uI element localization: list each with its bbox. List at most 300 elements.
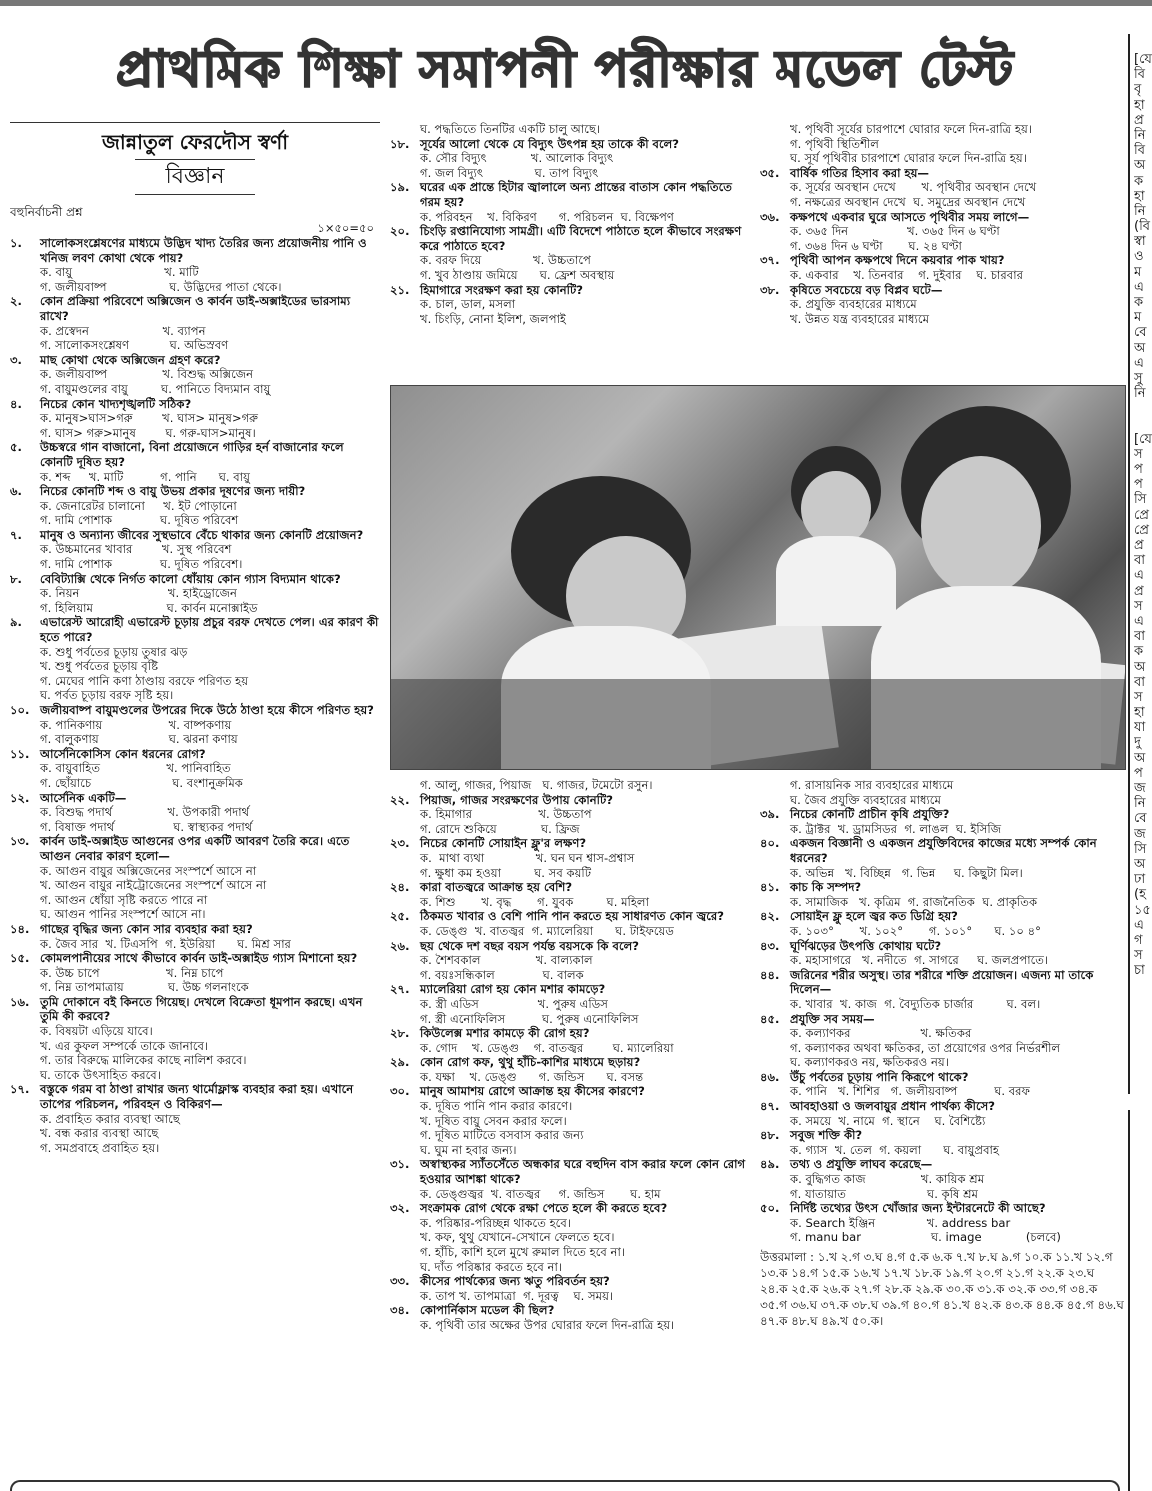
question-number: ১৮.: [390, 136, 410, 151]
question-text: মানুষ আমাশয় রোগে আক্রান্ত হয় কীসের কারণে?: [420, 1084, 645, 1099]
strip-fragment: বৃ: [1134, 82, 1142, 98]
question-number: ১৯.: [390, 180, 410, 195]
question: [10, 353, 380, 368]
question: [390, 982, 750, 997]
question-number: ৩৬.: [760, 209, 780, 224]
answer-option: ক. প্রবাহিত করার ব্যবস্থা আছে: [40, 1111, 180, 1126]
strip-fragment: বি: [1134, 143, 1145, 159]
answer-option: ক. জৈব সার খ. টিএসপি গ. ইউরিয়া ঘ. মিশ্র সার: [40, 936, 291, 951]
strip-fragment: হা: [1134, 188, 1145, 204]
question: [10, 615, 380, 644]
question-number: ৩৯.: [760, 807, 780, 822]
question-number: ২৬.: [390, 938, 410, 953]
answer-option: ক. নিয়ন খ. হাইড্রোজেন: [40, 586, 237, 601]
question: [390, 180, 750, 209]
answer-option: গ. ক্ষুধা কম হওয়া ঘ. সব কয়টি: [420, 865, 592, 880]
question-number: ৫.: [10, 440, 22, 455]
question-text: কার্বন ডাই-অক্সাইড আগুনের ওপর একটি আবরণ তৈরি করে। এতে আগুন নেবার কারণ হলো—: [40, 834, 350, 863]
strip-fragment: প্রে: [1134, 507, 1149, 523]
answer-options: [390, 1099, 750, 1157]
strip-fragment: প্র: [1134, 538, 1144, 553]
question-number: ১১.: [10, 746, 30, 761]
answer-option: ক. প্রস্বেদন খ. ব্যাপন: [40, 323, 206, 338]
strip-fragment: ক: [1134, 644, 1144, 660]
question: [760, 1201, 1125, 1216]
answer-option: গ. রোদে শুকিয়ে ঘ. ফ্রিজ: [420, 821, 580, 836]
question: [10, 995, 380, 1024]
question: [390, 836, 750, 851]
student-face: [921, 456, 1041, 596]
subject-title: বিজ্ঞান: [135, 159, 254, 195]
answer-option: গ. বালুকণায় ঘ. ঝরনা কণায়: [40, 732, 238, 747]
answer-options: [10, 499, 380, 528]
question: [10, 791, 380, 806]
answer-option: ক. সূর্যের অবস্থান দেখে খ. পৃথিবীর অবস্থান দেখে: [790, 180, 1037, 195]
answer-option: খ. কফ, থুথু যেখানে-সেখানে ফেলতে হবে।: [420, 1230, 615, 1245]
answer-option: ক. সময়ে খ. নামে গ. স্থানে ঘ. বৈশিষ্ট্যে: [790, 1113, 986, 1128]
strip-fragment: (হ: [1134, 887, 1146, 903]
answer-option: ক. স্ত্রী এডিস খ. পুরুষ এডিস: [420, 996, 608, 1011]
answer-option: ক. ৩৬৫ দিন খ. ৩৬৫ দিন ৬ ঘণ্টা: [790, 224, 1000, 239]
student-uniform: [776, 536, 896, 626]
column-divider: [1128, 34, 1130, 1094]
answer-options: [760, 122, 1125, 166]
question-text: প্রযুক্তি সব সময়—: [790, 1011, 875, 1026]
question-number: ২২.: [390, 792, 410, 807]
answer-option: ক. মহাসাগরে খ. নদীতে গ. সাগরে ঘ. জলপ্রপাতে।: [790, 953, 1049, 968]
question: [390, 1274, 750, 1289]
answer-option: খ. এর কুফল সম্পর্কে তাকে জানাবে।: [40, 1038, 209, 1053]
question-number: ২৪.: [390, 880, 410, 895]
question: [390, 1303, 750, 1318]
question-number: ১৪.: [10, 921, 30, 936]
question: [760, 909, 1125, 924]
column-one: [10, 122, 380, 1482]
question: [10, 834, 380, 863]
strip-fragment: যা: [1134, 720, 1146, 736]
strip-fragment: জ: [1134, 781, 1146, 796]
column-divider: [1128, 1110, 1130, 1491]
question: [760, 1012, 1125, 1027]
question: [390, 1084, 750, 1099]
strip-fragment: এ: [1134, 355, 1144, 371]
question-text: ঘূর্ণিঝড়ের উৎপত্তি কোথায় ঘটে?: [790, 938, 942, 953]
question-number: ১.: [10, 236, 22, 250]
question-number: ১২.: [10, 790, 30, 805]
answer-key: উত্তরমালা : ১.খ ২.গ ৩.ঘ ৪.গ ৫.ক ৬.ক ৭.খ ৮.ঘ ৯.গ ১০.ক ১১.খ ১২.গ ১৩.ক ১৪.গ ১৫.ক ১৬.খ ১৭.খ ১৮.ক ১৯.গ ২০.গ ২১.গ ২২.ক ২৩.ঘ ২৪.ক ২৫.ক ২৬.ক ২৭.গ ২৮.ক ২৯.ক ৩০.ক ৩১.ক ৩২.ক ৩৩.গ ৩৪.ক ৩৫.গ ৩৬.ঘ ৩৭.ক ৩৮.ঘ ৩৯.গ ৪০.গ ৪১.খ ৪২.ক ৪৩.ক ৪৪.ক ৪৫.গ ৪৬.ঘ ৪৭.ক ৪৮.ঘ ৪৯.খ ৫০.ক।: [760, 1250, 1124, 1328]
question: [390, 224, 750, 253]
answer-option: ক. খাবার খ. কাজ গ. বৈদ্যুতিক চার্জার ঘ. বল।: [790, 996, 1041, 1011]
answer-option: ক. একবার খ. তিনবার গ. দুইবার ঘ. চারবার: [790, 267, 1023, 282]
question-text: ছয় থেকে দশ বছর বয়স পর্যন্ত বয়সকে কি বলে?: [420, 938, 640, 953]
question-text: তথ্য ও প্রযুক্তি লাঘব করেছে—: [790, 1157, 933, 1172]
answer-option: ঘ. দাঁত পরিষ্কার করতে হবে না।: [420, 1259, 562, 1274]
question-text: সালোকসংশ্লেষণের মাধ্যমে উদ্ভিদ খাদ্য তৈরির জন্য প্রয়োজনীয় পানি ও খনিজ লবণ কোথা থেকে পায়?: [40, 236, 367, 265]
answer-options: [760, 297, 1125, 326]
answer-options: [390, 1289, 750, 1304]
answer-option: ঘ. কল্যাণকরও নয়, ক্ষতিকরও নয়।: [790, 1055, 949, 1070]
answer-option: খ. পৃথিবী সূর্যের চারপাশে ঘোরার ফলে দিন-রাত্রি হয়।: [790, 122, 1032, 136]
answer-option: গ. নক্ষত্রের অবস্থান দেখে ঘ. সমুদ্রের অবস্থান দেখে: [790, 194, 1026, 209]
answer-option: ক. চাল, ডাল, মসলা: [420, 297, 516, 312]
question: [10, 528, 380, 543]
strip-fragment: বা: [1134, 629, 1146, 645]
answer-option: ক. সৌর বিদ্যুৎ খ. আলোক বিদ্যুৎ: [420, 151, 614, 166]
question-text: কোমলপানীয়ের সাথে কীভাবে কার্বন ডাই-অক্সাইড গ্যাস মিশানো হয়?: [40, 951, 358, 966]
answer-option: ক. শব্দ খ. মাটি গ. পানি ঘ. বায়ু: [40, 469, 250, 484]
answer-options: [10, 367, 380, 396]
question: [390, 880, 750, 895]
question: [10, 572, 380, 587]
question-text: এভারেস্ট আরোহী এভারেস্ট চূড়ায় প্রচুর বরফ দেখতে পেল। এর কারণ কী হতে পারে?: [40, 615, 379, 645]
question-number: ২০.: [390, 224, 410, 239]
question-text: সোয়াইন ফ্লু হলে জ্বর কত ডিগ্রি হয়?: [790, 909, 958, 924]
answer-option: ঘ. আগুন পানির সংস্পর্শে আসে না।: [40, 907, 206, 922]
answer-options: [390, 1187, 750, 1202]
strip-fragment: বা: [1134, 674, 1146, 690]
answer-option: ক. উচ্চমানের খাবার খ. সুস্থ পরিবেশ: [40, 542, 232, 557]
strip-fragment: [যে: [1134, 431, 1152, 447]
question-number: ৩২.: [390, 1201, 410, 1216]
question: [760, 1070, 1125, 1085]
answer-options: [10, 1112, 380, 1156]
answer-option: ঘ. জৈব প্রযুক্তি ব্যবহারের মাধ্যমে: [790, 792, 941, 807]
question: [390, 283, 750, 298]
question-number: ২৮.: [390, 1026, 410, 1041]
answer-options: [10, 864, 380, 922]
question-text: একজন বিজ্ঞানী ও একজন প্রযুক্তিবিদের কাজের মধ্যে সম্পর্ক কোন ধরনের?: [790, 836, 1097, 865]
strip-fragment: অ: [1134, 750, 1146, 766]
question-text: আর্সেনিক একটি—: [40, 790, 127, 805]
strip-fragment: স: [1134, 689, 1143, 705]
strip-fragment: স্বা: [1134, 234, 1146, 250]
answer-options: [760, 1216, 1125, 1245]
answer-option: খ. উন্নত যন্ত্র ব্যবহারের মাধ্যমে: [790, 311, 930, 326]
question: [10, 747, 380, 762]
question-number: ৯.: [10, 615, 22, 630]
question-number: ২৯.: [390, 1055, 410, 1070]
question-number: ৩.: [10, 352, 22, 367]
answer-option: ক. পরিবহন খ. বিকিরণ গ. পরিচলন ঘ. বিক্ষেপণ: [420, 209, 674, 224]
question-text: সূর্যের আলো থেকে যে বিদ্যুৎ উৎপন্ন হয় তাকে কী বলে?: [420, 136, 680, 151]
question-number: ৩০.: [390, 1084, 410, 1099]
strip-fragment: স: [1134, 948, 1143, 964]
question: [10, 484, 380, 499]
strip-fragment: অ: [1134, 659, 1146, 675]
question-number: ১৭.: [10, 1082, 30, 1097]
answer-option: ক. Search ইঞ্জিন খ. address bar: [790, 1215, 1011, 1230]
strip-fragment: অ: [1134, 340, 1146, 356]
answer-option: ক. তাপ খ. তাপমাত্রা গ. দূরত্ব ঘ. সময়।: [420, 1288, 614, 1303]
strip-fragment: ক: [1134, 295, 1144, 310]
question-text: নিচের কোন খাদ্যশৃঙ্খলটি সঠিক?: [40, 396, 192, 411]
answer-option: ক. হিমাগার খ. উচ্চতাপ: [420, 807, 592, 822]
strip-fragment: ১৫: [1134, 902, 1151, 918]
answer-options: [390, 297, 750, 326]
strip-fragment: বে: [1134, 325, 1147, 341]
question-number: ৪৮.: [760, 1128, 780, 1143]
question: [390, 909, 750, 924]
answer-option: গ. মেঘের পানি কণা ঠাণ্ডায় বরফে পরিণত হয়: [40, 673, 249, 688]
question: [10, 703, 380, 718]
strip-fragment: (বি: [1134, 219, 1151, 235]
question-number: ৩৭.: [760, 253, 780, 268]
answer-option: ক. ট্রাক্টর খ. ড্রামসিডর গ. লাঙল ঘ. ইসিজি: [790, 821, 1002, 836]
question: [390, 1201, 750, 1216]
bottom-frame: [10, 1480, 1120, 1491]
answer-option: ঘ. সূর্য পৃথিবীর চারপাশে ঘোরার ফলে দিন-রাত্রি হয়।: [790, 151, 1027, 166]
question-number: ৪০.: [760, 836, 780, 851]
answer-options: [390, 953, 750, 982]
answer-option: ক. বিশুদ্ধ পদার্থ খ. উপকারী পদার্থ: [40, 805, 250, 820]
answer-options: [10, 324, 380, 353]
question: [760, 807, 1125, 822]
answer-options: [390, 1070, 750, 1085]
answer-option: গ. যাতায়াত ঘ. কৃষি শ্রম: [790, 1186, 978, 1201]
question: [10, 236, 380, 265]
question: [760, 880, 1125, 895]
strip-fragment: [1134, 417, 1152, 432]
question-text: নির্দিষ্ট তথ্যের উৎস খোঁজার জন্য ইন্টারনেটে কী আছে?: [790, 1201, 1046, 1216]
question-number: ২৫.: [390, 909, 410, 924]
section-label: বহুনির্বাচনী প্রশ্ন: [10, 205, 83, 219]
question-number: ৩১.: [390, 1157, 410, 1172]
answer-option: ক. শৈশবকাল খ. বাল্যকাল: [420, 953, 593, 968]
answer-options: [760, 1172, 1125, 1201]
answer-option: ক. দূষিত পানি পান করার কারণে।: [420, 1099, 573, 1114]
answer-options: [10, 645, 380, 703]
column-three-bottom: [760, 778, 1125, 1486]
strip-fragment: বা: [1134, 553, 1146, 569]
question-number: ৪৪.: [760, 967, 780, 982]
answer-option: ঘ. তাকে উৎসাহিত করবে।: [40, 1067, 161, 1082]
question: [390, 793, 750, 808]
page-headline: প্রাথমিক শিক্ষা সমাপনী পরীক্ষার মডেল টেস্ট: [116, 39, 1014, 98]
question-text: কোন প্রক্রিয়া পরিবেশে অক্সিজেন ও কার্বন ডাই-অক্সাইডের ভারসাম্য রাখে?: [40, 294, 351, 323]
answer-options: [760, 1084, 1125, 1099]
question: [10, 951, 380, 966]
strip-fragment: সি: [1134, 841, 1147, 857]
answer-options: [390, 997, 750, 1026]
answer-options: [10, 966, 380, 995]
strip-fragment: চা: [1134, 963, 1145, 979]
answer-option: ক. গ্যাস খ. তেল গ. কয়লা ঘ. বায়ুপ্রবাহ: [790, 1142, 999, 1157]
question: [10, 922, 380, 937]
answer-option: গ. সালোকসংশ্লেষণ ঘ. অভিস্রবণ: [40, 338, 229, 353]
answer-option: ক. উচ্চ চাপে খ. নিম্ন চাপে: [40, 965, 224, 980]
answer-option: গ. বয়ঃসন্ধিকাল ঘ. বালক: [420, 967, 584, 982]
question: [760, 836, 1125, 865]
strip-fragment: প্র: [1134, 583, 1144, 599]
answer-option: গ. বিষাক্ত পদার্থ ঘ. স্বাস্থ্যকর পদার্থ: [40, 819, 253, 834]
column-two-top: [390, 122, 750, 377]
answer-option: ক. পরিষ্কার-পরিচ্ছন্ন থাকতে হবে।: [420, 1215, 571, 1230]
answer-options: [760, 924, 1125, 939]
answer-option: ক. শিশু খ. বৃদ্ধ গ. যুবক ঘ. মহিলা: [420, 894, 649, 909]
question-text: কীসের পার্থক্যের জন্য ঋতু পরিবর্তন হয়?: [420, 1274, 610, 1289]
question: [760, 210, 1125, 225]
question-number: ৩৮.: [760, 282, 780, 297]
strip-fragment: এ: [1134, 613, 1144, 629]
question: [390, 1026, 750, 1041]
strip-fragment: স: [1134, 446, 1143, 462]
answer-options: [390, 924, 750, 939]
desk: [391, 679, 1125, 769]
answer-option: ক. ১০৩° খ. ১০২° গ. ১০১° ঘ. ১০ ৪°: [790, 923, 1041, 938]
strip-fragment: দু: [1134, 735, 1141, 751]
answer-option: ক. প্রযুক্তি ব্যবহারের মাধ্যমে: [790, 297, 917, 312]
answer-option: ক. পানি খ. শিশির গ. জলীয়বাষ্প ঘ. বরফ: [790, 1084, 1031, 1099]
question-number: ৪১.: [760, 880, 780, 895]
question-text: কিউলেক্স মশার কামড়ে কী রোগ হয়?: [420, 1026, 590, 1041]
strip-fragment: প্রে: [1134, 522, 1149, 538]
answer-option: খ. বন্ধ করার ব্যবস্থা আছে: [40, 1126, 159, 1141]
strip-fragment: হা: [1134, 97, 1145, 113]
answer-options: [10, 542, 380, 571]
strip-fragment: ক: [1134, 173, 1144, 189]
answer-option: ক. ডেঙ্গুজ্বর খ. বাতজ্বর গ. জন্ডিস ঘ. হাম: [420, 1186, 661, 1201]
question-text: আবহাওয়া ও জলবায়ুর প্রধান পার্থক্য কীসে?: [790, 1099, 996, 1114]
answer-options: [390, 151, 750, 180]
question-text: বেবিট্যাক্সি থেকে নির্গত কালো ধোঁয়ায় কোন গ্যাস বিদ্যমান থাকে?: [40, 571, 341, 586]
strip-fragment: [1134, 401, 1152, 416]
answer-options: [390, 895, 750, 910]
question-number: ৩৪.: [390, 1303, 410, 1318]
answer-option: গ. সমপ্রবাহে প্রবাহিত হয়।: [40, 1140, 160, 1155]
answer-option: ক. মাথা ব্যথা খ. ঘন ঘন শ্বাস-প্রশ্বাস: [420, 850, 635, 865]
question-number: ১০.: [10, 703, 30, 717]
strip-fragment: সি: [1134, 492, 1147, 508]
answer-options: [390, 122, 750, 137]
answer-options: [390, 210, 750, 225]
strip-fragment: বে: [1134, 811, 1147, 827]
question: [760, 253, 1125, 268]
strip-fragment: নি: [1134, 127, 1146, 143]
strip-fragment: নি: [1134, 203, 1146, 219]
question: [760, 968, 1125, 997]
question-number: ৪৫.: [760, 1011, 780, 1026]
answer-option: গ. হাঁচি, কাশি হলে মুখে রুমাল দিতে হবে না।: [420, 1245, 625, 1259]
question-text: বস্তুকে গরম বা ঠাণ্ডা রাখার জন্য থার্মোফ্লাস্ক ব্যবহার করা হয়। এখানে তাপের পরিচলন, পরিবহন ও বিকিরণ—: [40, 1082, 354, 1112]
question-text: কারা বাতজ্বরে আক্রান্ত হয় বেশি?: [420, 880, 573, 895]
answer-options: [10, 718, 380, 747]
answer-options: [760, 1114, 1125, 1129]
question-number: ২১.: [390, 282, 410, 297]
question-number: ১৩.: [10, 834, 30, 849]
answer-option: গ. খুব ঠাণ্ডায় জমিয়ে ঘ. ফ্রেশ অবস্থায়: [420, 267, 615, 282]
answer-options: [390, 253, 750, 282]
question-text: উচ্চস্বরে গান বাজানো, বিনা প্রয়োজনে গাড়ির হর্ন বাজানোর ফলে কোনটি দূষিত হয়?: [40, 440, 344, 469]
answer-options: [10, 586, 380, 615]
answer-options: [760, 268, 1125, 283]
answer-option: ক. বুদ্ধিগত কাজ খ. কায়িক শ্রম: [790, 1172, 985, 1187]
strip-fragment: ম: [1134, 310, 1142, 326]
answer-options: [390, 807, 750, 836]
answer-options: [760, 953, 1125, 968]
question-number: ৫০.: [760, 1201, 780, 1216]
strip-fragment: সু: [1134, 370, 1143, 386]
answer-option: ক. বায়ু খ. মাটি: [40, 265, 199, 280]
answer-option: খ. আগুন বায়ুর নাইট্রোজেনের সংস্পর্শে আসে না: [40, 878, 267, 893]
question-text: চিংড়ি রপ্তানিযোগ্য সামগ্রী। এটি বিদেশে পাঠাতে হলে কীভাবে সংরক্ষণ করে পাঠাতে হবে?: [420, 224, 742, 253]
question-text: জরিনের শরীর অসুস্থ। তার শরীরে শক্তি প্রয়োজন। এজন্য মা তাকে দিলেন—: [790, 967, 1094, 997]
answer-option: গ. নিম্ন তাপমাত্রায় ঘ. উচ্চ গলনাংকে: [40, 980, 249, 995]
answer-option: ঘ. ঘুম না হবার জন্য।: [420, 1142, 517, 1157]
question-text: নিচের কোনটি শব্দ ও বায়ু উভয় প্রকার দূষণের জন্য দায়ী?: [40, 484, 306, 499]
answer-option: গ. জল বিদ্যুৎ ঘ. তাপ বিদ্যুৎ: [420, 165, 599, 180]
answer-option: গ. জলীয়বাষ্প ঘ. উদ্ভিদের পাতা থেকে।: [40, 279, 282, 294]
question-text: নিচের কোনটি প্রাচীন কৃষি প্রযুক্তি?: [790, 807, 950, 822]
answer-options: [760, 224, 1125, 253]
marks-label: ১×৫০=৫০: [317, 221, 374, 235]
answer-options: [10, 265, 380, 294]
answer-option: গ. দামি পোশাক ঘ. দূষিত পরিবেশ: [40, 513, 239, 528]
strip-fragment: প: [1134, 765, 1143, 781]
question: [10, 1082, 380, 1111]
question-text: জলীয়বাষ্প বায়ুমণ্ডলের উপরের দিকে উঠে ঠাণ্ডা হয়ে কীসে পরিণত হয়?: [40, 703, 374, 717]
question-list: [10, 236, 380, 1155]
strip-fragment: ঢা: [1134, 872, 1146, 888]
answer-option: গ. দামি পোশাক ঘ. দূষিত পরিবেশ।: [40, 557, 243, 572]
question-text: কাচ কি সম্পদ?: [790, 880, 862, 895]
question-number: ৩৫.: [760, 165, 780, 180]
question-text: কোন রোগ কফ, থুথু হাঁচি-কাশির মাধ্যমে ছড়ায়?: [420, 1055, 641, 1070]
answer-option: গ. হিলিয়াম ঘ. কার্বন মনোক্সাইড: [40, 600, 258, 615]
question: [10, 294, 380, 323]
answer-option: ঘ. পদ্ধতিতে তিনটির একটি চালু আছে।: [420, 122, 601, 136]
answer-option: ক. পানিকণায় খ. বাষ্পকণায়: [40, 717, 232, 732]
question-list: [760, 778, 1125, 1245]
answer-option: ঘ. পর্বত চূড়ায় বরফ সৃষ্টি হয়।: [40, 688, 174, 703]
question-text: কৃষিতে সবচেয়ে বড় বিপ্লব ঘটে—: [790, 282, 943, 297]
strip-fragment: অ: [1134, 856, 1146, 872]
question-number: ৪.: [10, 396, 22, 411]
question-number: ৭.: [10, 527, 22, 542]
answer-options: [10, 470, 380, 485]
answer-options: [760, 997, 1125, 1012]
strip-fragment: নি: [1134, 796, 1146, 812]
strip-fragment: ম: [1134, 264, 1142, 280]
answer-options: [10, 761, 380, 790]
answer-options: [760, 866, 1125, 881]
top-rule: [0, 0, 1152, 6]
answer-option: ক. মানুষ>ঘাস>গরু খ. ঘাস> মানুষ>গরু: [40, 411, 259, 426]
answer-options: [760, 895, 1125, 910]
answer-option: গ. স্ত্রী এনোফিলিস ঘ. পুরুষ এনোফিলিস: [420, 1011, 639, 1026]
question-number: ১৫.: [10, 951, 30, 966]
answer-option: গ. দূষিত মাটিতে বসবাস করার জন্য: [420, 1128, 584, 1143]
question-text: ঘরের এক প্রান্তে হিটার জ্বালালে অন্য প্রান্তের বাতাস কোন পদ্ধতিতে গরম হয়?: [420, 180, 732, 209]
answer-options: [390, 1041, 750, 1056]
column-three-top: [760, 122, 1125, 377]
question-number: ১৬.: [10, 994, 30, 1009]
question: [760, 1128, 1125, 1143]
author-name: জান্নাতুল ফেরদৌস স্বর্ণা: [101, 130, 289, 154]
question-text: মাছ কোথা থেকে অক্সিজেন গ্রহণ করে?: [40, 352, 221, 367]
question: [10, 397, 380, 412]
strip-fragment: নি: [1134, 386, 1146, 402]
strip-fragment: প্র: [1134, 112, 1144, 128]
question-number: ২৩.: [390, 836, 410, 851]
strip-fragment: ও: [1134, 249, 1144, 265]
question-number: ৪৬.: [760, 1069, 780, 1084]
answer-options: [390, 1216, 750, 1274]
question-number: ৪২.: [760, 909, 780, 924]
answer-option: ক. আগুন বায়ুর অক্সিজেনের সংস্পর্শে আসে না: [40, 863, 257, 878]
strip-fragment: এ: [1134, 568, 1144, 584]
question-number: ৬.: [10, 484, 22, 499]
answer-options: [760, 822, 1125, 837]
